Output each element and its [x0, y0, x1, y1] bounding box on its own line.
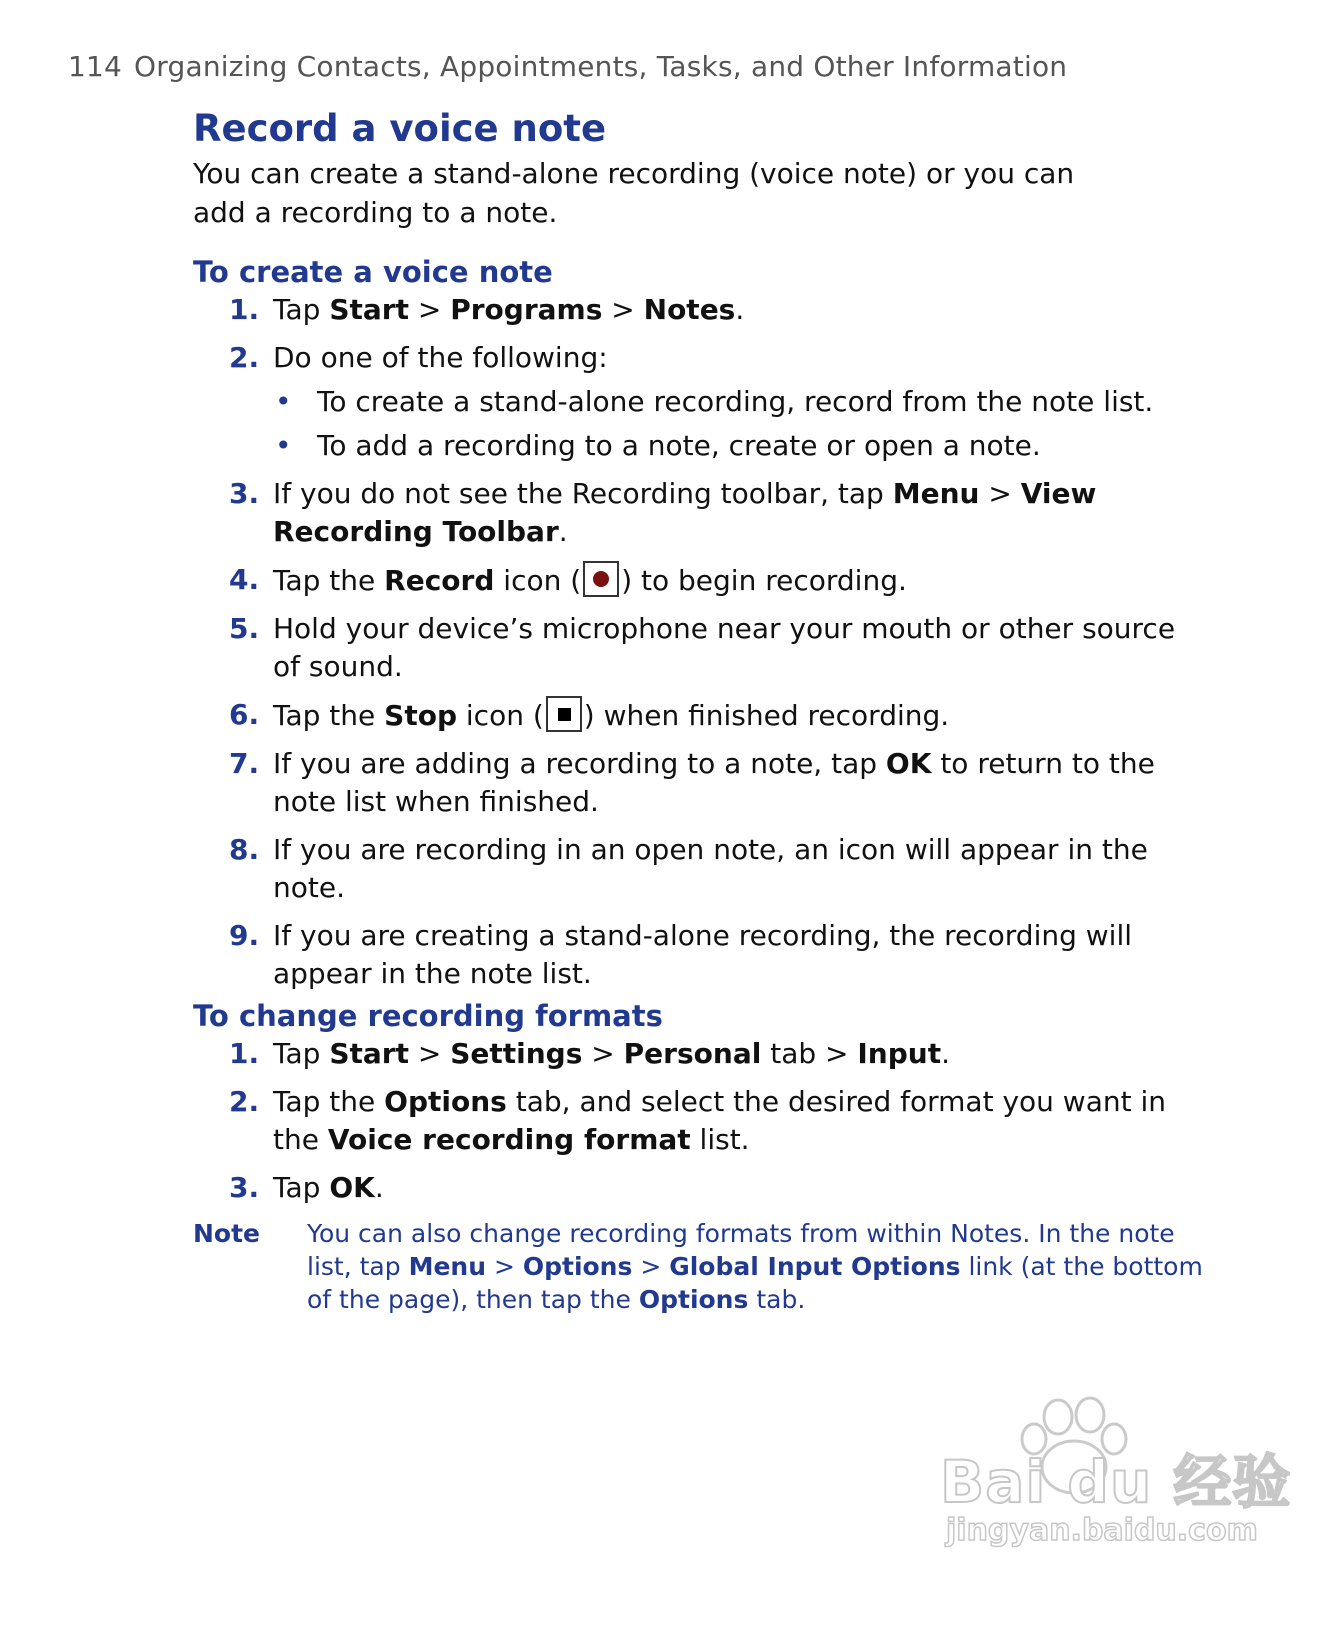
ui-term-start: Start [329, 293, 409, 326]
stop-square [558, 708, 571, 721]
create-step-6: 6. Tap the Stop icon ( ) when finished recording. [229, 698, 950, 732]
formats-step-3: 3. Tap OK. [193, 1169, 1203, 1207]
step-number: 5. [229, 612, 260, 645]
step-number: 6. [229, 698, 260, 731]
formats-step-2: 2. Tap the Options tab, and select the desired format you want in the Voice recording format list. [229, 1085, 1167, 1156]
ui-term-view-recording-toolbar: View Recording Toolbar [273, 477, 1097, 548]
create-steps-list [193, 291, 1203, 993]
step-number: 7. [229, 747, 260, 780]
step-number: 4. [229, 563, 260, 596]
bullet-item: • To add a recording to a note, create or open a note. [273, 427, 1203, 465]
baidu-watermark [940, 1395, 1292, 1565]
ui-term-menu: Menu [892, 477, 980, 510]
create-step-1: 1. Tap Start > Programs > Notes. [193, 291, 1203, 329]
ui-term-options: Options [638, 1285, 749, 1314]
change-formats-heading: To change recording formats [193, 999, 663, 1033]
step-number: 8. [229, 833, 260, 866]
formats-step-1: 1. Tap Start > Settings > Personal tab > Input. [193, 1035, 1203, 1073]
ui-term-stop: Stop [384, 699, 457, 732]
ui-term-input: Input [857, 1037, 942, 1070]
main-content [193, 104, 1203, 1316]
create-step-9: 9. If you are creating a stand-alone recording, the recording will appear in the note list. [229, 919, 1133, 990]
step-number: 3. [229, 1171, 260, 1204]
create-step-4: 4. Tap the Record icon ( ) to begin recording. [229, 563, 907, 597]
ui-term-ok: OK [885, 747, 932, 780]
step-number: 2. [229, 341, 260, 374]
section-intro: You can create a stand-alone recording (voice note) or you can add a recording to a note. [193, 157, 1075, 229]
stop-icon [546, 696, 582, 732]
ui-term-start: Start [329, 1037, 409, 1070]
create-step-8: 8. If you are recording in an open note, an icon will appear in the note. [229, 833, 1148, 904]
ui-term-settings: Settings [450, 1037, 583, 1070]
ui-term-programs: Programs [450, 293, 603, 326]
create-step-3: 3. If you do not see the Recording toolbar, tap Menu > View Recording Toolbar. [229, 477, 1097, 548]
step-number: 3. [229, 477, 260, 510]
running-header [68, 50, 1067, 83]
create-step-7: 7. If you are adding a recording to a note, tap OK to return to the note list when finished. [229, 747, 1155, 818]
ui-term-options: Options [522, 1252, 633, 1281]
bullet-icon: • [275, 385, 292, 418]
page-number: 114 [68, 50, 123, 83]
watermark-brand: Bai du 经验 [940, 1448, 1292, 1516]
step-number: 1. [229, 293, 260, 326]
note-label: Note [193, 1219, 261, 1248]
note-callout: Note You can also change recording formats from within Notes. In the note list, tap Menu > Options > Global Input Options link (at the bottom of the page), then tap the Options tab. [193, 1219, 1203, 1314]
ui-term-menu: Menu [408, 1252, 486, 1281]
record-icon [583, 561, 619, 597]
watermark-url: jingyan.baidu.com [946, 1513, 1258, 1548]
ui-term-notes: Notes [643, 293, 736, 326]
ui-term-voice-recording-format: Voice recording format [327, 1123, 691, 1156]
create-step-5: 5. Hold your device’s microphone near your mouth or other source of sound. [229, 612, 1176, 683]
step-number: 9. [229, 919, 260, 952]
chapter-title: Organizing Contacts, Appointments, Tasks, and Other Information [134, 50, 1068, 83]
section-title: Record a voice note [193, 107, 607, 150]
ui-term-options: Options [384, 1085, 507, 1118]
bullet-icon: • [275, 429, 292, 462]
step-number: 2. [229, 1085, 260, 1118]
record-dot [593, 571, 609, 587]
step-number: 1. [229, 1037, 260, 1070]
ui-term-personal: Personal [623, 1037, 762, 1070]
create-step-2: 2. Do one of the following: • To create a stand-alone recording, record from the note list. • To add a recording to a note, create or open a note. [193, 339, 1203, 465]
ui-term-ok: OK [329, 1171, 375, 1204]
formats-steps-list [193, 1035, 1203, 1207]
options-bullet-list [273, 383, 1203, 465]
bullet-item: • To create a stand-alone recording, record from the note list. [273, 383, 1203, 421]
ui-term-record: Record [384, 564, 495, 597]
create-voice-note-heading: To create a voice note [193, 255, 553, 289]
ui-term-global-input-options: Global Input Options [669, 1252, 961, 1281]
